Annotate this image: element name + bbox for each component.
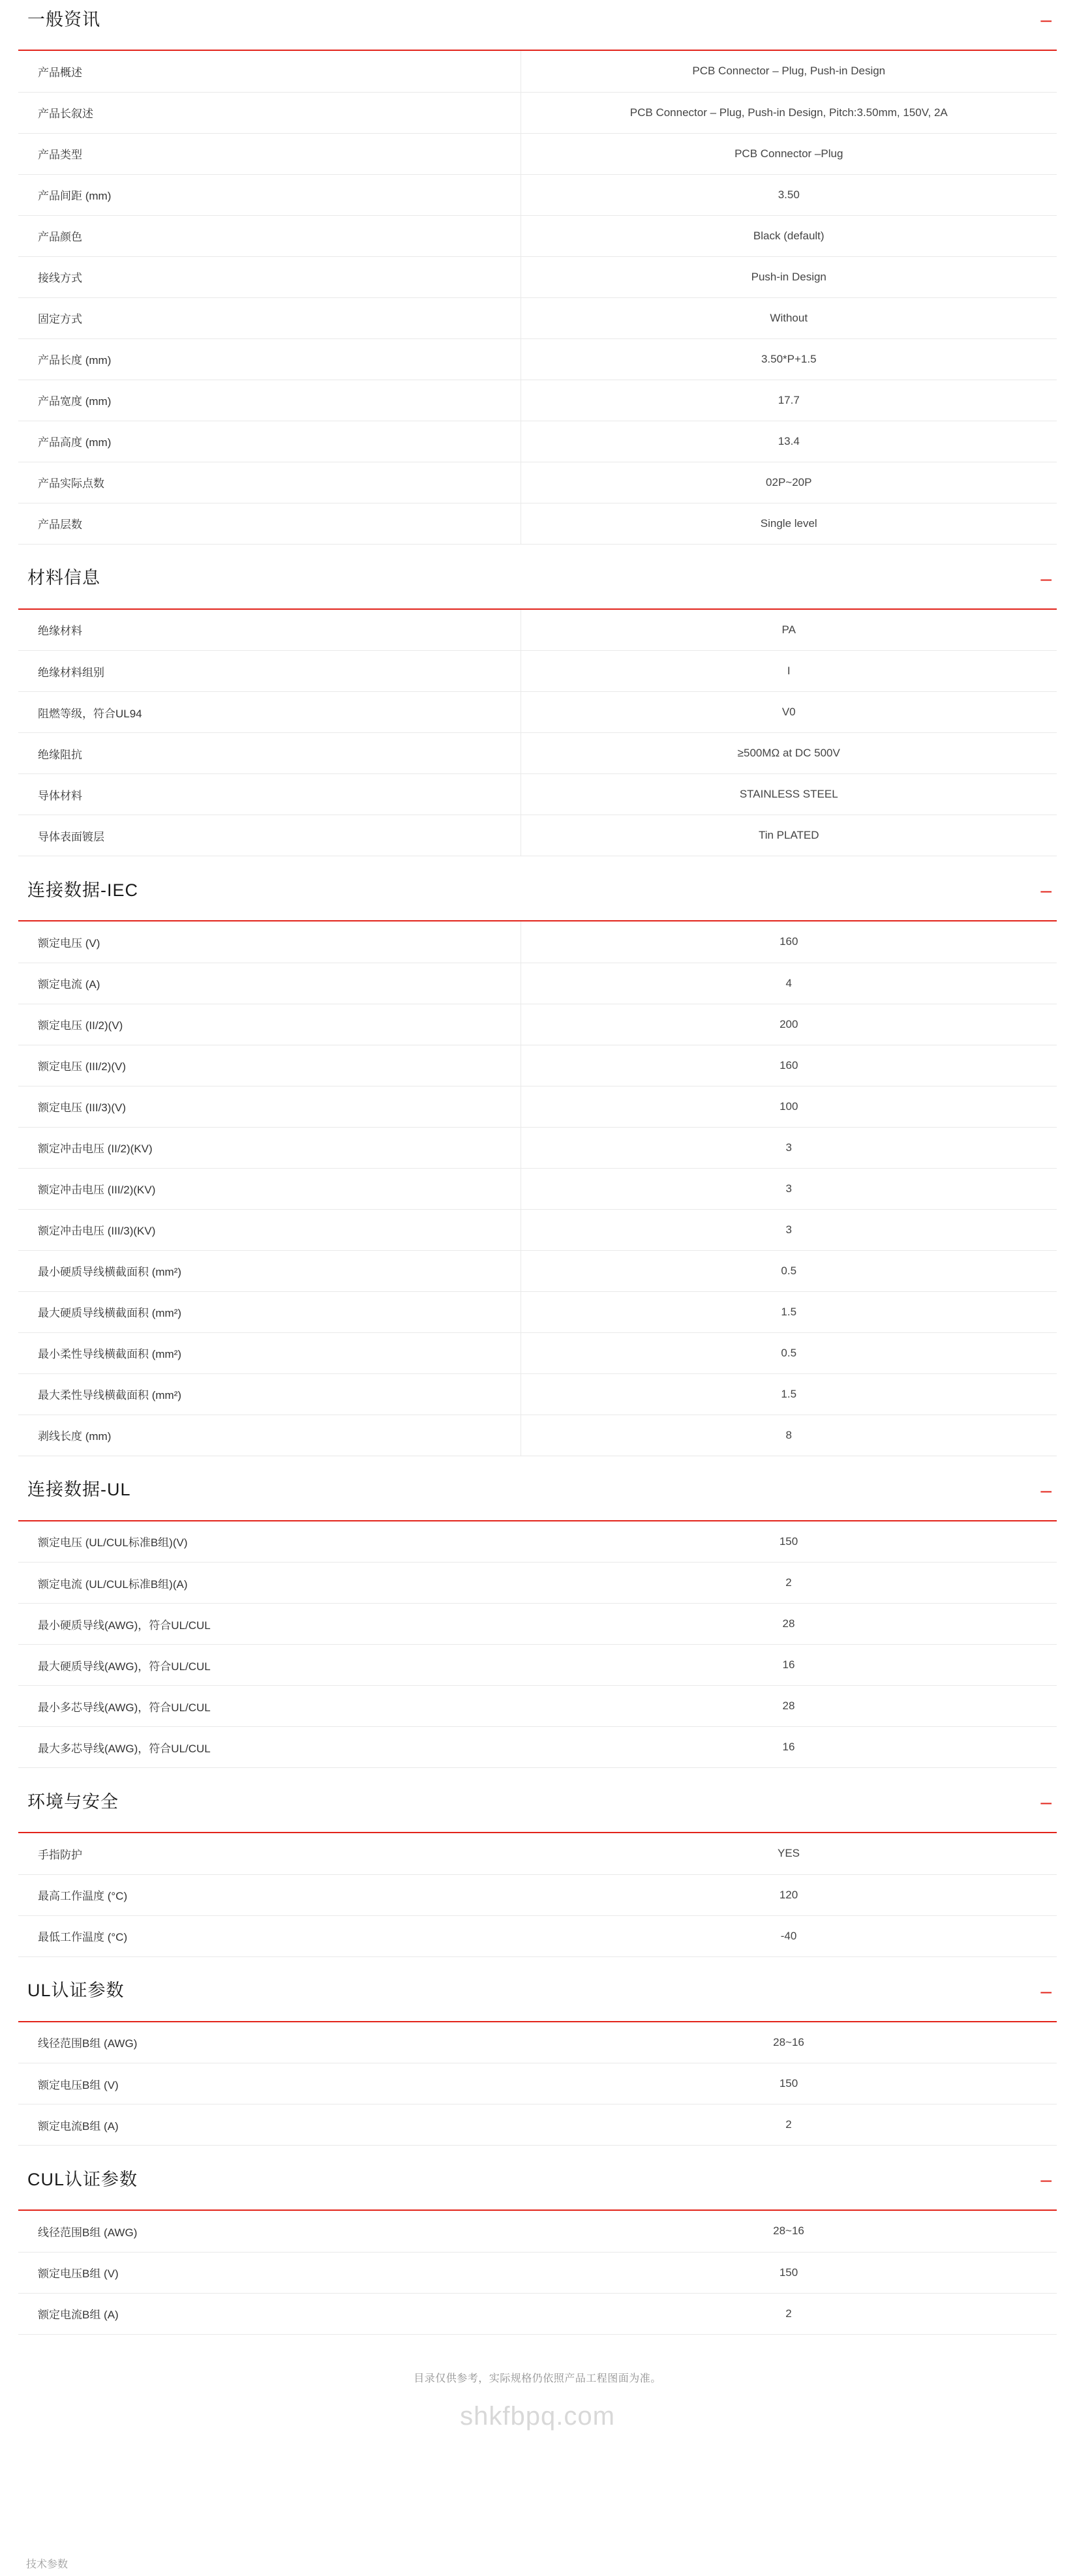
table-row [18, 1086, 1057, 1127]
spec-value: YES [521, 1833, 1057, 1874]
spec-value: 0.5 [521, 1332, 1057, 1373]
section-header-connection-iec[interactable] [18, 871, 1057, 921]
spec-key: 最小硬质导线(AWG)，符合UL/CUL [18, 1604, 521, 1645]
section-title-cul-cert: CUL认证参数 [27, 2169, 138, 2189]
collapse-toggle-icon[interactable]: – [1040, 567, 1052, 590]
table-row [18, 380, 1057, 421]
table-row [18, 2022, 1057, 2063]
spec-key: 最高工作温度 (°C) [18, 1874, 521, 1915]
table-row [18, 215, 1057, 256]
spec-value: ≥500MΩ at DC 500V [521, 733, 1057, 774]
spec-value: 3.50 [521, 174, 1057, 215]
spec-value: 100 [521, 1086, 1057, 1127]
spec-key: 产品间距 (mm) [18, 174, 521, 215]
section-environment [18, 1782, 1057, 1957]
table-row [18, 1686, 1057, 1727]
section-title-ul-cert: UL认证参数 [27, 1981, 125, 2001]
spec-key: 额定电流 (UL/CUL标准B组)(A) [18, 1563, 521, 1604]
table-row [18, 610, 1057, 651]
table-row [18, 1168, 1057, 1209]
table-row [18, 421, 1057, 462]
table-row [18, 2104, 1057, 2146]
table-row [18, 1521, 1057, 1563]
table-row [18, 1874, 1057, 1915]
spec-value: Without [521, 297, 1057, 338]
spec-value: 16 [521, 1727, 1057, 1768]
spec-value: PCB Connector –Plug [521, 133, 1057, 174]
spec-key: 最小硬质导线横截面积 (mm²) [18, 1250, 521, 1291]
table-row [18, 1373, 1057, 1415]
table-row [18, 815, 1057, 856]
spec-value: 4 [521, 963, 1057, 1004]
table-row [18, 256, 1057, 297]
spec-key: 额定电流 (A) [18, 963, 521, 1004]
table-row [18, 1291, 1057, 1332]
spec-value: 3 [521, 1209, 1057, 1250]
table-row [18, 1727, 1057, 1768]
spec-value: 28 [521, 1686, 1057, 1727]
spec-key: 产品宽度 (mm) [18, 380, 521, 421]
spec-value: 17.7 [521, 380, 1057, 421]
table-row [18, 462, 1057, 503]
table-row [18, 297, 1057, 338]
collapse-toggle-icon[interactable]: – [1040, 1479, 1052, 1501]
spec-table-connection-iec [18, 921, 1057, 1456]
spec-key: 导体材料 [18, 774, 521, 815]
section-cul-cert [18, 2160, 1057, 2335]
spec-value: -40 [521, 1915, 1057, 1956]
table-row [18, 51, 1057, 92]
table-row [18, 1833, 1057, 1874]
spec-value: 160 [521, 921, 1057, 963]
spec-value: V0 [521, 692, 1057, 733]
spec-value: Tin PLATED [521, 815, 1057, 856]
spec-key: 接线方式 [18, 256, 521, 297]
table-row [18, 1127, 1057, 1168]
bottom-stub-label: 技术参数 [26, 2559, 68, 2570]
section-header-cul-cert[interactable] [18, 2160, 1057, 2211]
spec-key: 最小多芯导线(AWG)，符合UL/CUL [18, 1686, 521, 1727]
spec-key: 剥线长度 (mm) [18, 1415, 521, 1456]
spec-table-environment [18, 1833, 1057, 1957]
table-row [18, 774, 1057, 815]
table-row [18, 921, 1057, 963]
spec-key: 线径范围B组 (AWG) [18, 2022, 521, 2063]
section-connection-ul [18, 1471, 1057, 1769]
section-title-environment: 环境与安全 [27, 1791, 119, 1812]
spec-value: 02P~20P [521, 462, 1057, 503]
table-row [18, 1045, 1057, 1086]
table-row [18, 1415, 1057, 1456]
spec-table-connection-ul [18, 1521, 1057, 1769]
spec-key: 产品实际点数 [18, 462, 521, 503]
spec-value: 16 [521, 1645, 1057, 1686]
spec-value: Single level [521, 503, 1057, 544]
section-title-material: 材料信息 [27, 568, 100, 588]
spec-key: 绝缘阻抗 [18, 733, 521, 774]
spec-value: 150 [521, 2063, 1057, 2104]
table-row [18, 1209, 1057, 1250]
spec-value: Black (default) [521, 215, 1057, 256]
table-row [18, 1915, 1057, 1956]
table-row [18, 692, 1057, 733]
spec-value: I [521, 651, 1057, 692]
section-ul-cert [18, 1971, 1057, 2146]
site-watermark: shkfbpq.com [460, 2401, 615, 2431]
spec-key: 额定电压 (III/3)(V) [18, 1086, 521, 1127]
footer-note: 目录仅供参考，实际规格仍依照产品工程图面为准。 [414, 2373, 661, 2384]
spec-key: 产品高度 (mm) [18, 421, 521, 462]
spec-key: 产品层数 [18, 503, 521, 544]
table-row [18, 733, 1057, 774]
collapse-toggle-icon[interactable]: – [1040, 1791, 1052, 1813]
spec-key: 额定冲击电压 (III/3)(KV) [18, 1209, 521, 1250]
table-row [18, 963, 1057, 1004]
spec-value: 2 [521, 2104, 1057, 2146]
spec-value: 2 [521, 2293, 1057, 2334]
section-general [18, 0, 1057, 545]
table-row [18, 133, 1057, 174]
section-title-connection-ul: 连接数据-UL [27, 1480, 131, 1500]
table-row [18, 1604, 1057, 1645]
spec-value: STAINLESS STEEL [521, 774, 1057, 815]
spec-value: PCB Connector – Plug, Push-in Design [521, 51, 1057, 92]
spec-value: 28~16 [521, 2211, 1057, 2252]
spec-key: 额定电压 (V) [18, 921, 521, 963]
table-row [18, 2211, 1057, 2252]
spec-key: 额定电压B组 (V) [18, 2063, 521, 2104]
spec-key: 产品长叙述 [18, 92, 521, 133]
spec-value: PA [521, 610, 1057, 651]
spec-table-cul-cert [18, 2211, 1057, 2335]
spec-key: 最大柔性导线横截面积 (mm²) [18, 1373, 521, 1415]
sections-container [18, 0, 1057, 2335]
spec-key: 最小柔性导线横截面积 (mm²) [18, 1332, 521, 1373]
spec-key: 导体表面镀层 [18, 815, 521, 856]
spec-value: 200 [521, 1004, 1057, 1045]
table-row [18, 2063, 1057, 2104]
spec-key: 额定电压 (UL/CUL标准B组)(V) [18, 1521, 521, 1563]
spec-key: 额定电压B组 (V) [18, 2252, 521, 2293]
table-row [18, 503, 1057, 544]
spec-table-material [18, 610, 1057, 857]
section-header-general[interactable] [18, 0, 1057, 51]
section-title-connection-iec: 连接数据-IEC [27, 880, 138, 900]
collapse-toggle-icon[interactable]: – [1040, 880, 1052, 901]
table-row [18, 338, 1057, 380]
section-header-environment[interactable] [18, 1782, 1057, 1833]
table-row [18, 174, 1057, 215]
collapse-toggle-icon[interactable]: – [1040, 1980, 1052, 2002]
spec-key: 额定电压 (II/2)(V) [18, 1004, 521, 1045]
table-row [18, 1004, 1057, 1045]
section-header-ul-cert[interactable] [18, 1971, 1057, 2022]
spec-value: 0.5 [521, 1250, 1057, 1291]
spec-value: 1.5 [521, 1291, 1057, 1332]
spec-value: 160 [521, 1045, 1057, 1086]
spec-value: Push-in Design [521, 256, 1057, 297]
spec-value: 150 [521, 2252, 1057, 2293]
spec-key: 阻燃等级，符合UL94 [18, 692, 521, 733]
section-header-connection-ul[interactable] [18, 1471, 1057, 1521]
spec-value: PCB Connector – Plug, Push-in Design, Pitch:3.50mm, 150V, 2A [521, 92, 1057, 133]
spec-key: 最低工作温度 (°C) [18, 1915, 521, 1956]
table-row [18, 1332, 1057, 1373]
spec-value: 120 [521, 1874, 1057, 1915]
spec-value: 3.50*P+1.5 [521, 338, 1057, 380]
section-connection-iec [18, 871, 1057, 1456]
section-title-general: 一般资讯 [27, 9, 100, 29]
table-row [18, 2293, 1057, 2334]
spec-key: 最大硬质导线横截面积 (mm²) [18, 1291, 521, 1332]
spec-value: 2 [521, 1563, 1057, 1604]
table-row [18, 1563, 1057, 1604]
spec-value: 28 [521, 1604, 1057, 1645]
spec-value: 3 [521, 1127, 1057, 1168]
table-row [18, 2252, 1057, 2293]
spec-key: 产品类型 [18, 133, 521, 174]
collapse-toggle-icon[interactable]: – [1040, 2169, 1052, 2191]
spec-value: 1.5 [521, 1373, 1057, 1415]
table-row [18, 651, 1057, 692]
spec-key: 产品概述 [18, 51, 521, 92]
spec-key: 最大硬质导线(AWG)，符合UL/CUL [18, 1645, 521, 1686]
spec-key: 额定冲击电压 (III/2)(KV) [18, 1168, 521, 1209]
spec-value: 13.4 [521, 421, 1057, 462]
spec-key: 产品颜色 [18, 215, 521, 256]
spec-key: 绝缘材料组别 [18, 651, 521, 692]
table-row [18, 1645, 1057, 1686]
spec-key: 绝缘材料 [18, 610, 521, 651]
spec-key: 手指防护 [18, 1833, 521, 1874]
spec-value: 150 [521, 1521, 1057, 1563]
spec-key: 最大多芯导线(AWG)，符合UL/CUL [18, 1727, 521, 1768]
spec-key: 固定方式 [18, 297, 521, 338]
section-header-material[interactable] [18, 559, 1057, 610]
spec-key: 额定电压 (III/2)(V) [18, 1045, 521, 1086]
spec-value: 28~16 [521, 2022, 1057, 2063]
spec-key: 额定冲击电压 (II/2)(KV) [18, 1127, 521, 1168]
spec-value: 8 [521, 1415, 1057, 1456]
spec-key: 额定电流B组 (A) [18, 2293, 521, 2334]
spec-table-ul-cert [18, 2022, 1057, 2146]
section-material [18, 559, 1057, 857]
spec-key: 线径范围B组 (AWG) [18, 2211, 521, 2252]
table-row [18, 1250, 1057, 1291]
spec-key: 产品长度 (mm) [18, 338, 521, 380]
spec-table-general [18, 51, 1057, 545]
table-row [18, 92, 1057, 133]
spec-key: 额定电流B组 (A) [18, 2104, 521, 2146]
spec-value: 3 [521, 1168, 1057, 1209]
collapse-toggle-icon[interactable]: – [1040, 9, 1052, 31]
